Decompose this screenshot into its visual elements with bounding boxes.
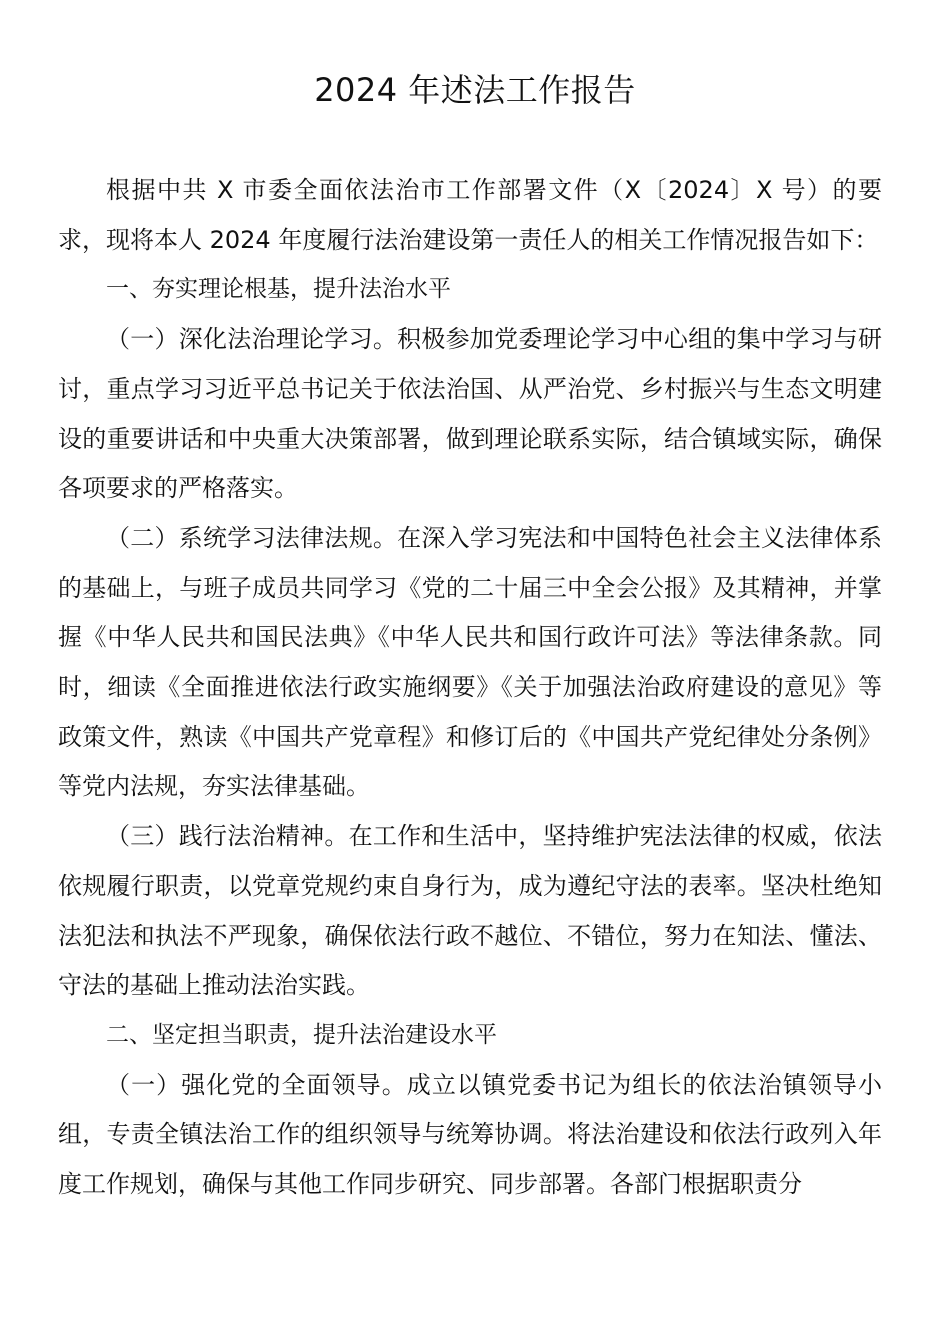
section-2-item-1: （一）强化党的全面领导。成立以镇党委书记为组长的依法治镇领导小组，专责全镇法治工作的组织领导与统筹协调。将法治建设和依法行政列入年度工作规划，确保与其他工作同步研究、同步部署。各部门根据职责分	[58, 1070, 882, 1199]
section-1-item-1: （一）深化法治理论学习。积极参加党委理论学习中心组的集中学习与研讨，重点学习习近平总书记关于依法治国、从严治党、乡村振兴与生态文明建设的重要讲话和中央重大决策部署，做到理论联系实际，结合镇域实际，确保各项要求的严格落实。	[58, 325, 882, 503]
document-title: 2024 年述法工作报告	[314, 71, 636, 109]
document-body	[58, 166, 882, 1210]
intro-paragraph: 根据中共 X 市委全面依法治市工作部署文件（X〔2024〕X 号）的要求，现将本人 2024 年度履行法治建设第一责任人的相关工作情况报告如下：	[58, 176, 882, 254]
section-heading-2: 二、坚定担当职责，提升法治建设水平	[106, 1021, 497, 1048]
section-1-item-3: （三）践行法治精神。在工作和生活中，坚持维护宪法法律的权威，依法依规履行职责，以党章党规约束自身行为，成为遵纪守法的表率。坚决杜绝知法犯法和执法不严现象，确保依法行政不越位、不错位，努力在知法、懂法、守法的基础上推动法治实践。	[58, 822, 882, 1000]
section-heading-1: 一、夯实理论根基，提升法治水平	[106, 276, 451, 303]
section-1-item-2: （二）系统学习法律法规。在深入学习宪法和中国特色社会主义法律体系的基础上，与班子成员共同学习《党的二十届三中全会公报》及其精神，并掌握《中华人民共和国民法典》《中华人民共和国行政许可法》等法律条款。同时，细读《全面推进依法行政实施纲要》《关于加强法治政府建设的意见》等政策文件，熟读《中国共产党章程》和修订后的《中国共产党纪律处分条例》等党内法规，夯实法律基础。	[58, 523, 882, 801]
